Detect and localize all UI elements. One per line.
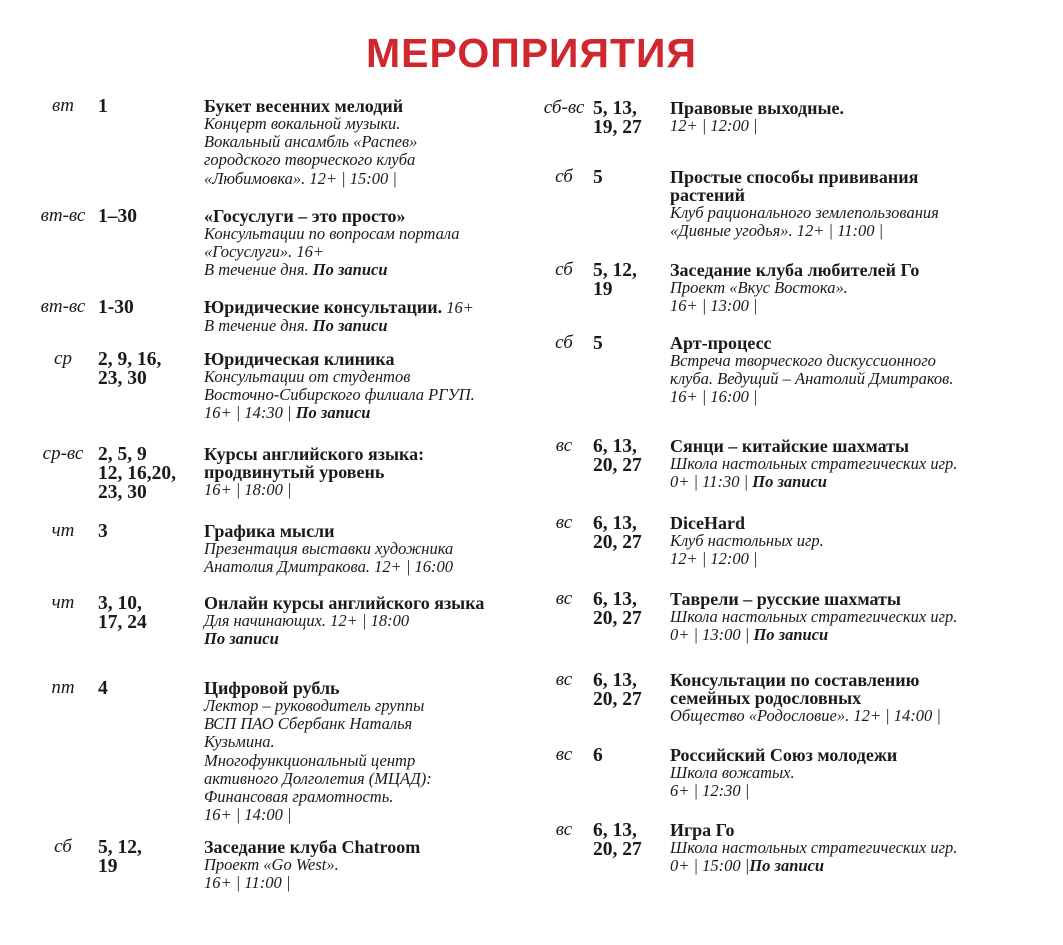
event-description: Общество «Родословие». 12+ | 14:00 |	[670, 706, 941, 725]
event-body	[670, 261, 1050, 315]
event-dates: 5, 12, 19	[98, 837, 142, 877]
event-registration-note: По записи	[204, 629, 279, 649]
event-title-line	[204, 97, 534, 115]
event-dates: 6	[593, 745, 603, 766]
event-title: Игра Го	[670, 820, 735, 840]
event-title-line	[204, 594, 534, 612]
event-weekday: вс	[555, 512, 573, 533]
event-weekday: сб-вс	[543, 97, 585, 118]
event-title: Юридические консультации.	[204, 297, 443, 317]
event-dates: 6, 13, 20, 27	[593, 513, 642, 553]
event-title-line	[204, 298, 534, 317]
event-body	[670, 671, 1050, 725]
event-body	[204, 97, 534, 188]
event-body	[204, 522, 534, 576]
event-weekday: пт	[51, 677, 75, 698]
event-meta-line	[204, 317, 534, 335]
event-meta-line	[670, 473, 1050, 491]
page-title: МЕРОПРИЯТИЯ	[366, 30, 697, 76]
event-meta-line	[204, 261, 534, 279]
event-title-line	[204, 445, 534, 481]
event-title-line	[670, 334, 1050, 352]
event-dates: 5	[593, 167, 603, 188]
event-dates: 2, 5, 9 12, 16,20, 23, 30	[98, 444, 176, 503]
event-weekday: чт	[51, 520, 75, 541]
event-weekday: вт-вс	[40, 296, 86, 317]
event-body	[670, 514, 1050, 568]
event-body	[204, 679, 534, 824]
event-weekday: вс	[555, 669, 573, 690]
event-weekday: сб	[555, 332, 573, 353]
event-description: Консультации от студентов Восточно-Сибирского филиала РГУП.	[204, 367, 475, 405]
event-meta-line	[204, 874, 534, 892]
event-meta-line	[204, 481, 534, 499]
event-body	[670, 746, 1050, 800]
event-title: Таврели – русские шахматы	[670, 589, 901, 609]
event-dates: 3, 10, 17, 24	[98, 593, 147, 633]
event-dates: 6, 13, 20, 27	[593, 436, 642, 476]
event-dates: 6, 13, 20, 27	[593, 820, 642, 860]
event-title: Цифровой рубль	[204, 678, 340, 698]
event-title: «Госуслуги – это просто»	[204, 206, 406, 226]
event-title-line	[670, 746, 1050, 764]
event-body	[670, 334, 1050, 407]
event-registration-note: По записи	[295, 403, 371, 423]
event-dates: 3	[98, 521, 108, 542]
event-weekday: вт	[52, 95, 74, 116]
event-dates: 1	[98, 96, 108, 117]
event-title: Консультации по составлению семейных родословных	[670, 670, 920, 708]
event-description: Школа настольных стратегических игр.	[670, 454, 958, 473]
event-meta-line	[670, 117, 1050, 135]
event-body	[204, 298, 534, 335]
event-title-line	[670, 821, 1050, 839]
event-title-line	[670, 590, 1050, 608]
event-description: Школа вожатых.	[670, 763, 795, 782]
event-description: Клуб настольных игр.	[670, 531, 824, 550]
event-title: DiceHard	[670, 513, 745, 533]
event-description: Проект «Go West».	[204, 855, 339, 874]
event-body	[670, 590, 1050, 644]
event-title: Заседание клуба Chatroom	[204, 837, 421, 857]
event-dates: 1–30	[98, 206, 137, 227]
event-schedule: 12+ | 12:00 |	[670, 116, 758, 135]
event-dates: 6, 13, 20, 27	[593, 670, 642, 710]
event-schedule: 16+ | 11:00 |	[204, 873, 291, 893]
event-title-line	[670, 99, 1050, 117]
event-meta-line	[204, 404, 534, 422]
event-meta-line	[204, 630, 534, 648]
event-title: Заседание клуба любителей Го	[670, 260, 920, 280]
event-title: Юридическая клиника	[204, 349, 395, 369]
event-description: Для начинающих. 12+ | 18:00	[204, 611, 410, 630]
event-dates: 5, 12, 19	[593, 260, 637, 300]
event-title: Курсы английского языка: продвинутый уровень	[204, 444, 425, 482]
event-schedule: 6+ | 12:30 |	[670, 781, 750, 801]
event-title: Сянци – китайские шахматы	[670, 436, 910, 456]
event-weekday: чт	[51, 592, 75, 613]
event-description: Клуб рационального землепользования «Дивные угодья». 12+ | 11:00 |	[670, 203, 939, 241]
event-title-line	[670, 168, 1050, 204]
event-title-line	[204, 838, 534, 856]
event-meta-line	[670, 626, 1050, 644]
event-weekday: вс	[555, 435, 573, 456]
event-dates: 5, 13, 19, 27	[593, 98, 642, 138]
event-weekday: вт-вс	[40, 205, 86, 226]
event-dates: 1-30	[98, 297, 134, 318]
event-description: Встреча творческого дискуссионного клуба. Ведущий – Анатолий Дмитраков.	[670, 351, 954, 389]
event-weekday: ср	[54, 348, 72, 369]
event-schedule: 0+ | 15:00 |	[670, 856, 750, 876]
event-schedule: 16+ | 14:00 |	[204, 805, 292, 825]
event-title-line	[204, 679, 534, 697]
event-schedule: 16+ | 13:00 |	[670, 296, 758, 316]
event-meta-line	[670, 388, 1050, 406]
event-title: Графика мысли	[204, 521, 335, 541]
event-registration-note: По записи	[753, 625, 829, 645]
event-schedule: 12+ | 12:00 |	[670, 549, 758, 569]
event-title-line	[670, 671, 1050, 707]
event-title: Букет весенних мелодий	[204, 96, 404, 116]
event-registration-note: По записи	[752, 472, 827, 492]
event-schedule: В течение дня.	[204, 316, 313, 335]
event-dates: 5	[593, 333, 603, 354]
event-description: Концерт вокальной музыки. Вокальный ансамбль «Распев» городского творческого клуба «Любимовка». 12+ | 15:00 |	[204, 114, 418, 188]
event-registration-note: По записи	[312, 316, 388, 335]
event-weekday: ср-вс	[42, 443, 84, 464]
event-meta-line	[670, 857, 1050, 875]
event-age-rating: 16+	[442, 298, 474, 317]
event-weekday: сб	[555, 166, 573, 187]
event-title: Простые способы прививания растений	[670, 167, 919, 205]
event-title: Российский Союз молодежи	[670, 745, 898, 765]
event-meta-line	[204, 806, 534, 824]
event-description: Презентация выставки художника Анатолия Дмитракова. 12+ | 16:00	[204, 539, 454, 577]
event-body	[670, 99, 1050, 135]
event-meta-line	[670, 297, 1050, 315]
event-body	[204, 350, 534, 423]
event-weekday: сб	[54, 836, 72, 857]
event-schedule: 0+ | 13:00 |	[670, 625, 754, 645]
event-weekday: сб	[555, 259, 573, 280]
event-description: Лектор – руководитель группы ВСП ПАО Сбербанк Наталья Кузьмина. Многофункциональный центр активного Долголетия (МЦАД): Финансовая грамотность.	[204, 696, 432, 807]
event-body	[204, 445, 534, 499]
event-description: Проект «Вкус Востока».	[670, 278, 848, 297]
event-title: Онлайн курсы английского языка	[204, 593, 485, 613]
event-description: Школа настольных стратегических игр.	[670, 838, 958, 857]
event-body	[204, 838, 534, 892]
event-dates: 6, 13, 20, 27	[593, 589, 642, 629]
event-description: Консультации по вопросам портала «Госуслуги». 16+	[204, 224, 460, 262]
event-weekday: вс	[555, 819, 573, 840]
event-body	[670, 437, 1050, 491]
event-meta-line	[670, 782, 1050, 800]
event-weekday: вс	[555, 588, 573, 609]
event-title-line	[670, 261, 1050, 279]
event-body	[670, 821, 1050, 875]
event-dates: 2, 9, 16, 23, 30	[98, 349, 162, 389]
event-registration-note: По записи	[749, 856, 825, 876]
event-title-line	[670, 514, 1050, 532]
event-body	[204, 207, 534, 280]
event-schedule: 0+ | 11:30 |	[670, 472, 753, 492]
event-title-line	[204, 350, 534, 368]
event-schedule: В течение дня.	[204, 260, 313, 280]
event-title: Правовые выходные.	[670, 98, 845, 118]
event-body	[204, 594, 534, 648]
event-body	[670, 168, 1050, 240]
event-description: Школа настольных стратегических игр.	[670, 607, 958, 626]
event-title-line	[204, 207, 534, 225]
event-schedule: 16+ | 16:00 |	[670, 387, 758, 407]
event-registration-note: По записи	[312, 260, 388, 280]
event-title-line	[670, 437, 1050, 455]
event-dates: 4	[98, 678, 108, 699]
event-weekday: вс	[555, 744, 573, 765]
event-meta-line	[670, 550, 1050, 568]
event-title: Арт-процесс	[670, 333, 772, 353]
event-schedule: 16+ | 18:00 |	[204, 480, 292, 499]
event-title-line	[204, 522, 534, 540]
event-schedule: 16+ | 14:30 |	[204, 403, 296, 423]
